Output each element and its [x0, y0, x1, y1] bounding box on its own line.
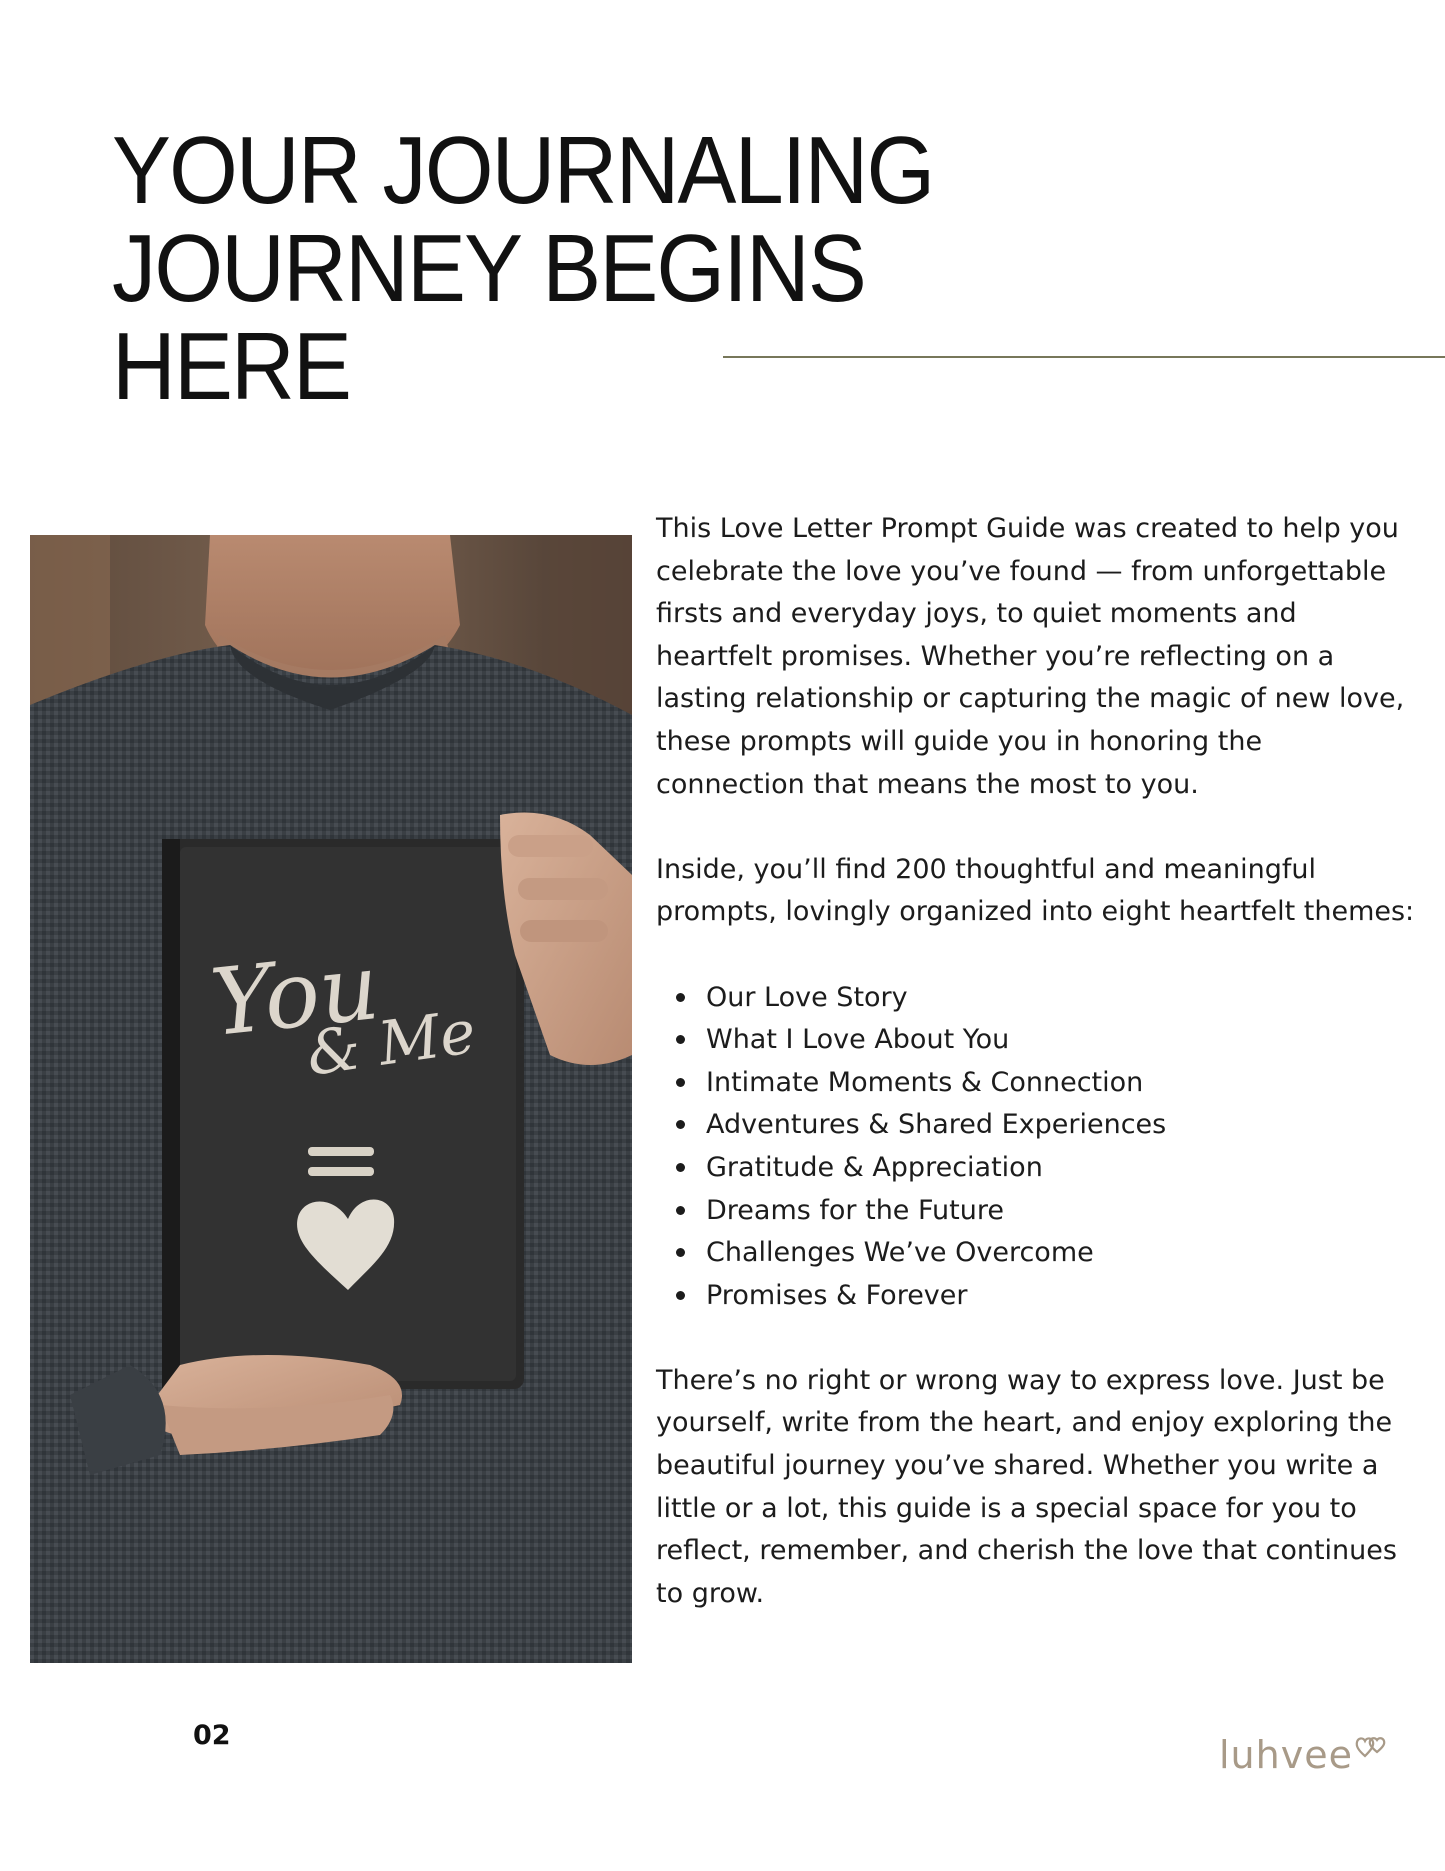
bullet-icon — [676, 993, 685, 1002]
list-item — [706, 1062, 1416, 1105]
inside-paragraph: Inside, you’ll find 200 thoughtful and meaningful prompts, lovingly organized into eight heartfelt themes: — [656, 853, 1415, 928]
theme-label: Promises & Forever — [706, 1279, 968, 1311]
bullet-icon — [676, 1163, 685, 1172]
bullet-icon — [676, 1120, 685, 1129]
intro-paragraph: This Love Letter Prompt Guide was created to help you celebrate the love you’ve found — from unforgettable firsts and everyday joys, to quiet moments and heartfelt promises. Whether you’re reflecting on a lasting relationship or capturing the magic of new love, these prompts will guide you in honoring the connection that means the most to you. — [656, 513, 1405, 800]
bullet-icon — [676, 1291, 685, 1300]
theme-label: Dreams for the Future — [706, 1194, 1004, 1226]
list-item — [706, 1019, 1416, 1062]
themes-list — [656, 977, 1416, 1318]
theme-label: What I Love About You — [706, 1024, 1010, 1056]
list-item — [706, 1232, 1416, 1275]
title-line-3: HERE — [112, 313, 351, 420]
book-cover-text-me: & Me — [302, 996, 480, 1090]
hero-photo — [30, 535, 632, 1663]
bullet-icon — [676, 1078, 685, 1087]
list-item — [706, 1275, 1416, 1318]
theme-label: Intimate Moments & Connection — [706, 1066, 1144, 1098]
theme-label: Adventures & Shared Experiences — [706, 1109, 1167, 1141]
closing-paragraph: There’s no right or wrong way to express love. Just be yourself, write from the heart, and enjoy exploring the beautiful journey you’ve shared. Whether you write a little or a lot, this guide is a special space for you to reflect, remember, and cherish the love that continues to grow. — [656, 1364, 1397, 1609]
title-line-1: YOUR JOURNALING — [112, 117, 934, 224]
title-line-2: JOURNEY BEGINS — [112, 215, 865, 322]
page-number: 02 — [193, 1720, 231, 1751]
title-divider-line — [723, 356, 1445, 358]
list-item — [706, 977, 1416, 1020]
brand-logo — [1219, 1730, 1389, 1780]
bullet-icon — [676, 1206, 685, 1215]
body-text — [656, 508, 1416, 1658]
list-item — [706, 1104, 1416, 1147]
theme-label: Challenges We’ve Overcome — [706, 1237, 1094, 1269]
bullet-icon — [676, 1248, 685, 1257]
page-title — [112, 117, 940, 420]
theme-label: Gratitude & Appreciation — [706, 1151, 1043, 1183]
bullet-icon — [676, 1035, 685, 1044]
double-heart-icon — [1355, 1732, 1389, 1760]
logo-text: luhvee — [1219, 1733, 1353, 1777]
photo-illustration — [30, 535, 632, 1663]
book-cover-text-you: You — [206, 932, 384, 1057]
list-item — [706, 1190, 1416, 1233]
list-item — [706, 1147, 1416, 1190]
theme-label: Our Love Story — [706, 981, 908, 1013]
